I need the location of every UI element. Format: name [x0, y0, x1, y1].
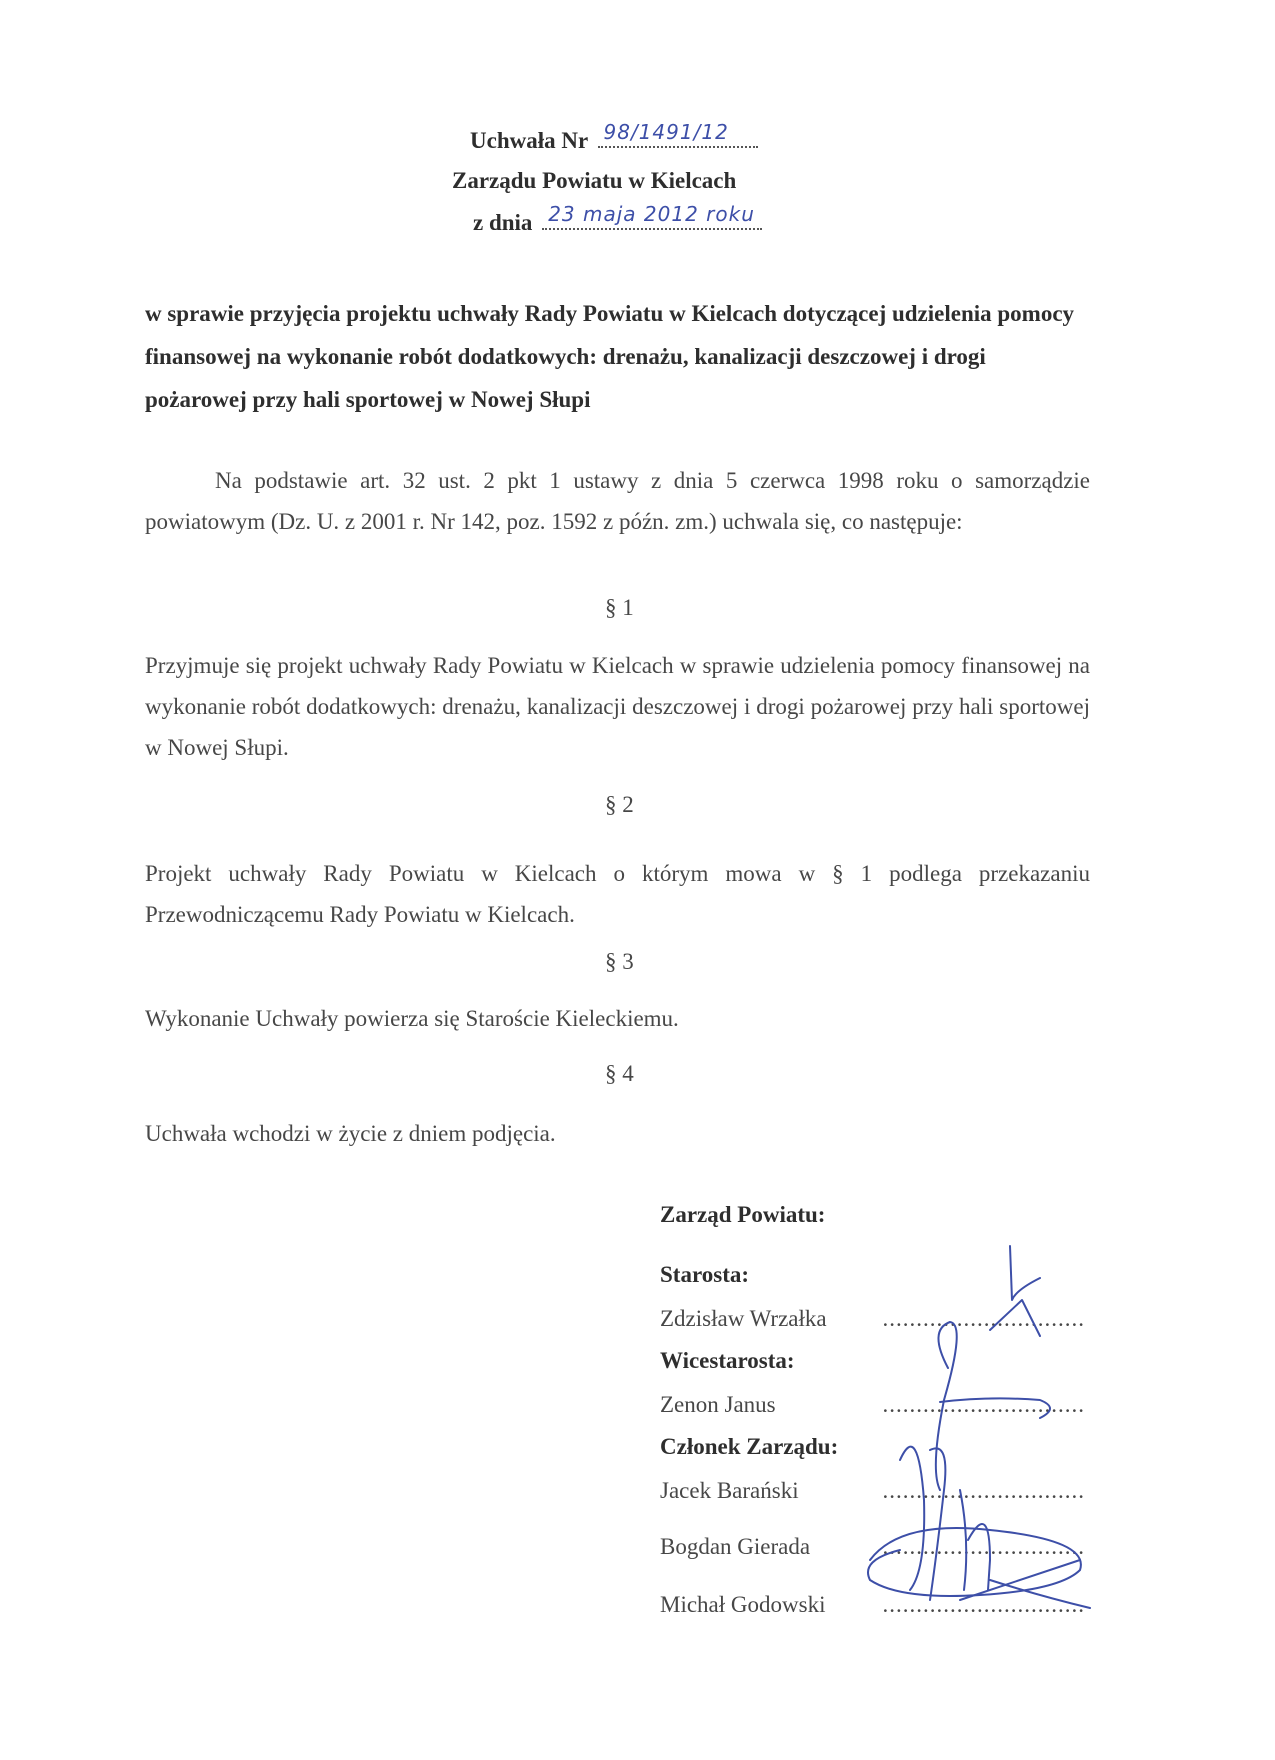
signatory-name: Zenon Janus	[660, 1392, 776, 1417]
resolution-number-handwritten: 98/1491/12	[603, 120, 729, 144]
board-line: Zarządu Powiatu w Kielcach	[452, 168, 737, 193]
section-mark-3: § 3	[605, 949, 634, 974]
subject: w sprawie przyjęcia projektu uchwały Rady Powiatu w Kielcach dotyczącej udzielenia pomocy finansowej na wykonanie robót dodatkowych: drenażu, kanalizacji deszczowej i drogi pożarowej przy hali sportowej w Nowej Słupi	[145, 301, 1075, 412]
signature-line: ..............................	[882, 1478, 1085, 1503]
member-label: Członek Zarządu:	[660, 1434, 839, 1459]
signature-line: ..............................	[882, 1306, 1085, 1331]
date-field	[542, 202, 762, 230]
signature-line: ..............................	[882, 1592, 1085, 1617]
handwritten-signatures	[840, 1240, 1100, 1620]
resolution-number-line	[470, 120, 758, 154]
starosta-label: Starosta:	[660, 1262, 750, 1287]
section-mark-1: § 1	[605, 595, 634, 620]
section-text-2: Projekt uchwały Rady Powiatu w Kielcach o którym mowa w § 1 podlega przekazaniu Przewodniczącemu Rady Powiatu w Kielcach.	[145, 861, 1090, 927]
signature-line: ..............................	[882, 1534, 1085, 1559]
resolution-number-field	[598, 120, 758, 148]
wicestarosta-label: Wicestarosta:	[660, 1348, 795, 1373]
resolution-label: Uchwała Nr	[470, 128, 588, 153]
date-label: z dnia	[473, 210, 533, 235]
signatory-name: Michał Godowski	[660, 1592, 826, 1617]
section-mark-2: § 2	[605, 792, 634, 817]
signature-starosta	[1010, 1246, 1040, 1300]
signatory-name: Jacek Barański	[660, 1478, 799, 1503]
signature-members	[900, 1447, 924, 1590]
board-title: Zarząd Powiatu:	[660, 1202, 826, 1227]
signatory-name: Zdzisław Wrzałka	[660, 1306, 827, 1331]
date-handwritten: 23 maja 2012 roku	[548, 202, 755, 226]
section-text-4: Uchwała wchodzi w życie z dniem podjęcia.	[145, 1121, 556, 1146]
signatory-name: Bogdan Gierada	[660, 1534, 811, 1559]
section-mark-4: § 4	[605, 1061, 634, 1086]
section-text-1: Przyjmuje się projekt uchwały Rady Powiatu w Kielcach w sprawie udzielenia pomocy finansowej na wykonanie robót dodatkowych: drenażu, kanalizacji deszczowej i drogi pożarowej przy hali sportowej w Nowej Słupi.	[145, 653, 1090, 760]
signature-line: ..............................	[882, 1392, 1085, 1417]
preamble: Na podstawie art. 32 ust. 2 pkt 1 ustawy z dnia 5 czerwca 1998 roku o samorządzie powiatowym (Dz. U. z 2001 r. Nr 142, poz. 1592 z późn. zm.) uchwala się, co następuje:	[145, 468, 1090, 534]
date-line	[473, 202, 762, 236]
section-text-3: Wykonanie Uchwały powierza się Staroście Kieleckiemu.	[145, 1006, 679, 1031]
